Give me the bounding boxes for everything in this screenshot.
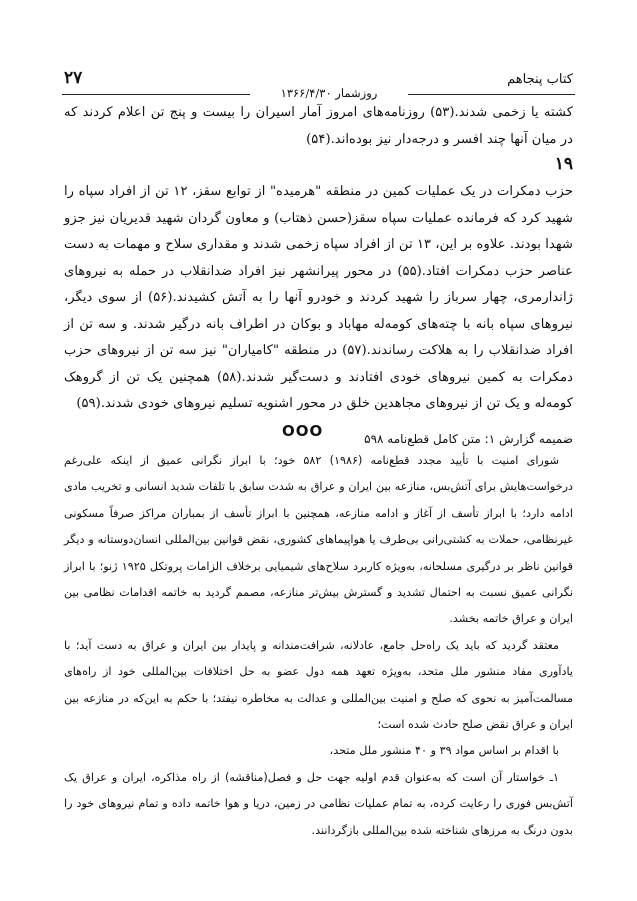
appendix-title: ضمیمه گزارش ۱: متن کامل قطع‌نامه ۵۹۸: [364, 432, 573, 446]
journal-date: روزشمار ۱۳۶۶/۴/۳۰: [250, 86, 408, 100]
section-body: [64, 179, 573, 418]
appendix-paragraph: با اقدام بر اساس مواد ۳۹ و ۴۰ منشور ملل متحد،: [329, 744, 559, 758]
appendix-paragraph: معتقد گردید که باید یک راه‌حل جامع، عادلانه، شرافت‌مندانه و پایدار بین ایران و عراق به دست آید؛ با یادآوری مفاد منشور ملل متحد، به‌ویژه تعهد همه دول عضو به حل اختلافات بین‌المللی خود از راه‌های مسالمت‌آمیز به نحوی که صلح و امنیت بین‌المللی و عدالت به مخاطره نیفتد؛ با حکم به این‌که در منازعه بین ایران و عراق نقض صلح حادث شده است؛: [64, 638, 573, 732]
appendix-paragraph: شورای امنیت با تأیید مجدد قطع‌نامه (۱۹۸۶) ۵۸۲ خود؛ با ابراز نگرانی عمیق از اینکه علی‌رغم درخواست‌هایش برای آتش‌بس، منازعه بین ایران و عراق به شدت سابق با تلفات شدید انسانی و تخریب مادی ادامه دارد؛ با ابراز تأسف از آغاز و ادامه منازعه، همچنین با ابراز تأسف از بمباران مراکز صرفاً مسکونی غیرنظامی، حملات به کشتی‌رانی بی‌طرف یا هواپیماهای کشوری، نقض قوانین بین‌المللی انسان‌دوستانه و دیگر قوانین ناظر بر درگیری مسلحانه، به‌ویژه کاربرد سلاح‌های شیمیایی برخلاف الزامات پروتکل ۱۹۲۵ ژنو؛ با ابراز نگرانی عمیق نسبت به احتمال تشدید و گسترش بیش‌تر منازعه، مصمم گردید به خاتمه اقدامات نظامی بین ایران و عراق خاتمه بخشد.: [64, 454, 573, 626]
section-number: ۱۹: [554, 154, 573, 174]
appendix-body: [64, 448, 573, 844]
intro-paragraph: [64, 100, 573, 153]
book-title: کتاب پنجاهم: [507, 72, 573, 87]
intro-text: کشته یا زخمی شدند.(۵۳) روزنامه‌های امروز آمار اسیران را بیست و پنج تن اعلام کردند که در میان آنها چند افسر و درجه‌دار نیز بوده‌اند.(۵۴): [64, 105, 573, 147]
appendix-paragraph: ۱ـ خواستار آن است که به‌عنوان قدم اولیه جهت حل و فصل(مناقشه) از راه مذاکره، ایران و عراق یک آتش‌بس فوری را رعایت کرده، به تمام عملیات نظامی در زمین، دریا و هوا خاتمه داده و تمام نیروهای خود را بدون درنگ به مرزهای شناخته شده بین‌المللی بازگردانند.: [64, 770, 573, 837]
section-paragraph: حزب دمکرات در یک عملیات کمین در منطقه "هرمیده" از توابع سقز، ۱۲ تن از افراد سپاه را شهید کرد که فرمانده عملیات سپاه سقز(حسن ذهتاب) و معاون گردان شهید قدیریان نیز جزو شهدا بودند. علاوه بر این، ۱۳ تن از افراد سپاه زخمی شدند و مقداری سلاح و مهمات به دست عناصر حزب دمکرات افتاد.(۵۵) در محور پیرانشهر نیز افراد ضدانقلاب در حمله به نیروهای ژاندارمری، چهار سرباز را شهید کردند و خودرو آنها را به آتش کشیدند.(۵۶) از سوی دیگر، نیروهای سپاه بانه با چته‌های کومه‌له مهاباد و بوکان در اطراف بانه درگیر شدند. و سه تن از افراد ضدانقلاب را به هلاکت رساندند.(۵۷) در منطقه "کامیاران" نیز سه تن از نیروهای حزب دمکرات به کمین نیروهای خودی افتادند و دست‌گیر شدند.(۵۸) همچنین یک تن از گروهک کومه‌له و یک تن از نیروهای مجاهدین خلق در محور اشنویه تسلیم نیروهای خودی شدند.(۵۹): [64, 184, 574, 411]
page-number: ۲۷: [64, 68, 83, 88]
section-separator: OOO: [282, 422, 324, 440]
